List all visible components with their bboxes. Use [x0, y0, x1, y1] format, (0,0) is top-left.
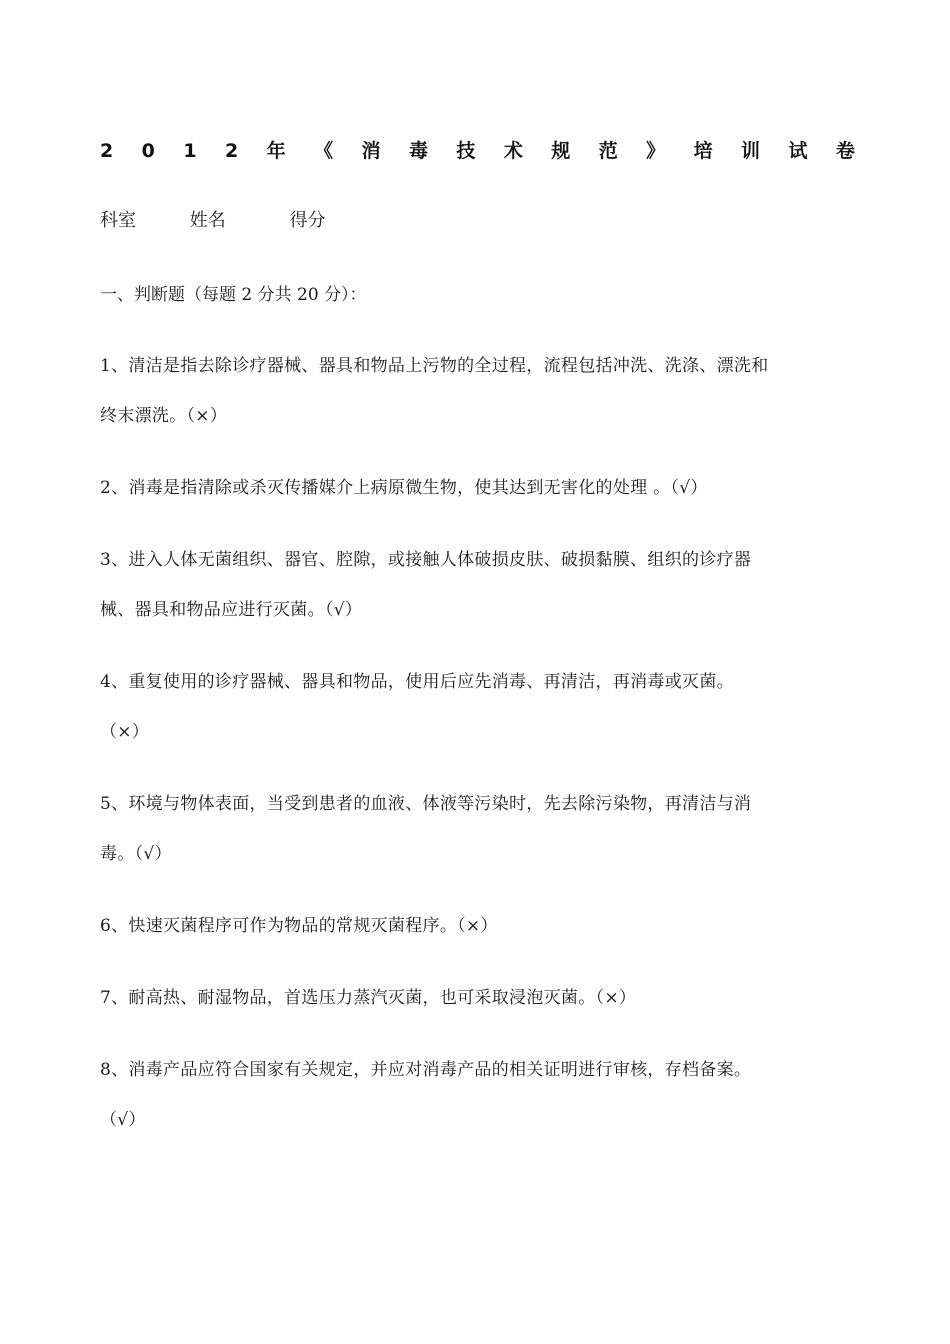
- title-char: 0: [141, 140, 155, 162]
- question-5: [100, 779, 840, 879]
- question-2: [100, 463, 840, 513]
- score-label: 得分: [289, 210, 326, 231]
- question-8: [100, 1045, 840, 1145]
- question-text: （√）: [100, 1110, 146, 1130]
- question-text: （×）: [100, 722, 150, 742]
- exam-title: [100, 137, 855, 165]
- title-char: 卷: [835, 140, 855, 162]
- question-text: 8、消毒产品应符合国家有关规定，并应对消毒产品的相关证明进行审核，存档备案。: [100, 1060, 752, 1080]
- question-text: 毒。（√）: [100, 844, 172, 864]
- title-char: 》: [646, 140, 666, 162]
- title-char: 2: [224, 140, 239, 162]
- title-char: 年: [266, 140, 286, 162]
- title-char: 培: [693, 140, 713, 162]
- title-char: 技: [456, 140, 476, 162]
- question-text: 5、环境与物体表面，当受到患者的血液、体液等污染时，先去除污染物，再清洁与消: [100, 794, 752, 814]
- department-label: 科室: [100, 210, 136, 231]
- question-text: 7、耐高热、耐湿物品，首选压力蒸汽灭菌，也可采取浸泡灭菌。（×）: [100, 988, 637, 1008]
- name-label: 姓名: [189, 210, 226, 231]
- question-6: [100, 901, 840, 951]
- title-char: 毒: [408, 140, 428, 162]
- question-text: 终末漂洗。（×）: [100, 406, 228, 426]
- question-3: [100, 535, 840, 635]
- question-text: 3、进入人体无菌组织、器官、腔隙，或接触人体破损皮肤、破损黏膜、组织的诊疗器: [100, 550, 752, 570]
- title-char: 范: [598, 140, 618, 162]
- section-heading: 一、判断题（每题 2 分共 20 分）：: [100, 285, 367, 305]
- title-char: 规: [551, 140, 571, 162]
- title-char: 消: [361, 140, 381, 162]
- question-text: 6、快速灭菌程序可作为物品的常规灭菌程序。（×）: [100, 916, 498, 936]
- question-text: 械、器具和物品应进行灭菌。（√）: [100, 600, 363, 620]
- question-text: 1、清洁是指去除诊疗器械、器具和物品上污物的全过程，流程包括冲洗、洗涤、漂洗和: [100, 356, 769, 376]
- question-1: [100, 341, 840, 441]
- title-char: 试: [788, 140, 808, 162]
- title-char: 1: [183, 140, 197, 162]
- question-text: 2、消毒是指清除或杀灭传播媒介上病原微生物，使其达到无害化的处理 。（√）: [100, 478, 708, 498]
- question-4: [100, 657, 840, 757]
- question-text: 4、重复使用的诊疗器械、器具和物品，使用后应先消毒、再清洁，再消毒或灭菌。: [100, 672, 734, 692]
- title-char: 训: [741, 140, 761, 162]
- title-char: 2: [100, 140, 114, 162]
- title-char: 术: [503, 140, 523, 162]
- question-7: [100, 973, 840, 1023]
- title-char: 《: [314, 140, 334, 162]
- header-fields: [100, 207, 325, 235]
